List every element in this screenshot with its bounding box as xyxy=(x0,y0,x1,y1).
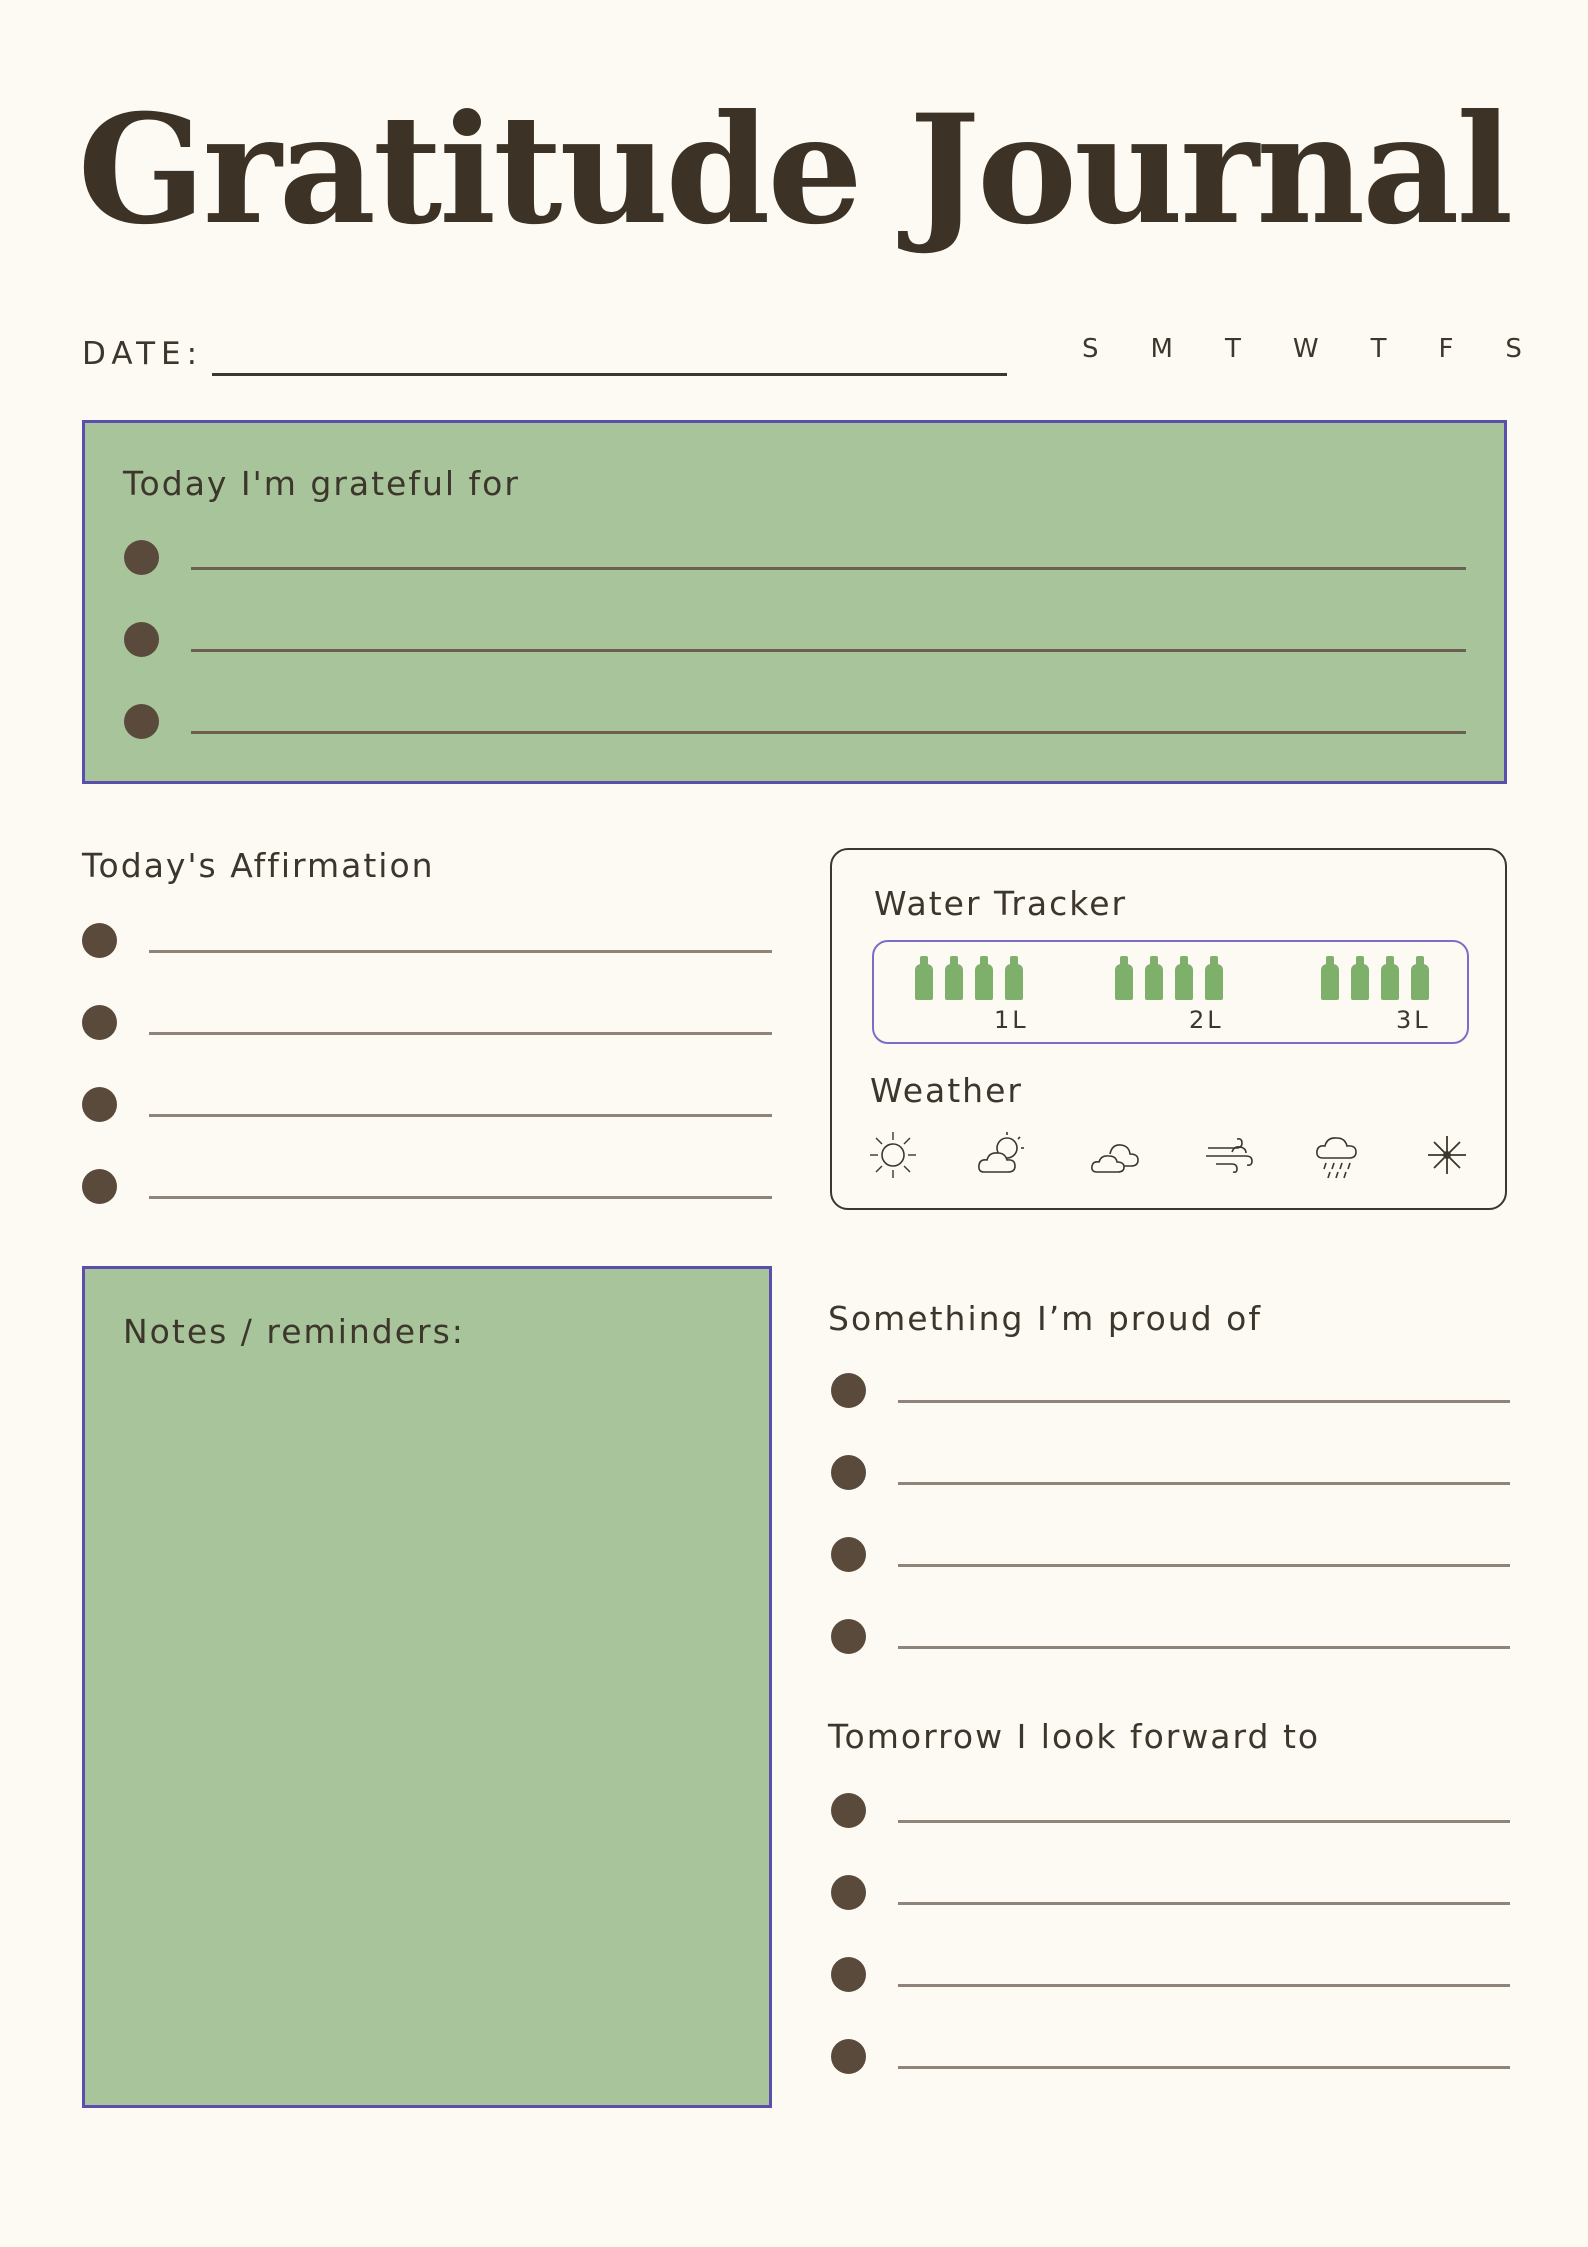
date-field[interactable] xyxy=(212,373,1007,376)
water-tracker xyxy=(872,940,1469,1044)
write-line xyxy=(191,649,1466,652)
water-bottle-icon[interactable] xyxy=(1350,956,1370,1000)
tomorrow-heading: Tomorrow I look forward to xyxy=(828,1717,1321,1756)
day-monday[interactable]: M xyxy=(1150,334,1173,364)
proud-item[interactable] xyxy=(831,1537,1510,1572)
bullet-dot xyxy=(124,540,159,575)
proud-item[interactable] xyxy=(831,1455,1510,1490)
bullet-dot xyxy=(82,923,117,958)
water-bottle-icon[interactable] xyxy=(1204,956,1224,1000)
weather-heading: Weather xyxy=(870,1071,1023,1110)
affirmation-item[interactable] xyxy=(82,1087,772,1122)
day-wednesday[interactable]: W xyxy=(1292,334,1319,364)
grateful-item[interactable] xyxy=(124,540,1466,575)
bullet-dot xyxy=(82,1005,117,1040)
day-thursday[interactable]: T xyxy=(1370,334,1387,364)
bullet-dot xyxy=(831,1957,866,1992)
write-line xyxy=(898,1482,1510,1485)
write-line xyxy=(149,1196,772,1199)
water-bottle-icon[interactable] xyxy=(1114,956,1134,1000)
grateful-item[interactable] xyxy=(124,622,1466,657)
water-bottle-icon[interactable] xyxy=(1004,956,1024,1000)
affirmation-item[interactable] xyxy=(82,923,772,958)
bullet-dot xyxy=(831,1455,866,1490)
write-line xyxy=(898,1902,1510,1905)
water-bottle-icon[interactable] xyxy=(1410,956,1430,1000)
affirmation-item[interactable] xyxy=(82,1169,772,1204)
day-sunday[interactable]: S xyxy=(1082,334,1099,364)
tomorrow-item[interactable] xyxy=(831,1957,1510,1992)
bullet-dot xyxy=(831,1537,866,1572)
write-line xyxy=(149,1032,772,1035)
water-bottle-icon[interactable] xyxy=(944,956,964,1000)
grateful-heading: Today I'm grateful for xyxy=(123,464,520,503)
write-line xyxy=(191,567,1466,570)
bullet-dot xyxy=(831,1875,866,1910)
water-bottle-icon[interactable] xyxy=(1320,956,1340,1000)
day-saturday[interactable]: S xyxy=(1505,334,1522,364)
cloudy-icon[interactable] xyxy=(1088,1128,1142,1182)
write-line xyxy=(898,1564,1510,1567)
page-title: Gratitude Journal xyxy=(77,82,1511,258)
proud-item[interactable] xyxy=(831,1373,1510,1408)
windy-icon[interactable] xyxy=(1202,1128,1256,1182)
water-bottle-icon[interactable] xyxy=(974,956,994,1000)
sun-icon[interactable] xyxy=(866,1128,920,1182)
bullet-dot xyxy=(831,1373,866,1408)
write-line xyxy=(898,2066,1510,2069)
notes-heading: Notes / reminders: xyxy=(123,1312,465,1351)
water-bottle-icon[interactable] xyxy=(1174,956,1194,1000)
day-tuesday[interactable]: T xyxy=(1224,334,1241,364)
write-line xyxy=(149,950,772,953)
write-line xyxy=(191,731,1466,734)
proud-heading: Something I’m proud of xyxy=(828,1299,1262,1338)
date-label: DATE: xyxy=(82,336,204,372)
bullet-dot xyxy=(831,1793,866,1828)
day-friday[interactable]: F xyxy=(1438,334,1454,364)
bullet-dot xyxy=(831,1619,866,1654)
tomorrow-item[interactable] xyxy=(831,1875,1510,1910)
write-line xyxy=(898,1984,1510,1987)
tomorrow-item[interactable] xyxy=(831,2039,1510,2074)
affirmation-heading: Today's Affirmation xyxy=(82,846,435,885)
water-bottle-icon[interactable] xyxy=(914,956,934,1000)
write-line xyxy=(898,1400,1510,1403)
rain-icon[interactable] xyxy=(1312,1128,1366,1182)
notes-section[interactable] xyxy=(82,1266,772,2108)
write-line xyxy=(149,1114,772,1117)
write-line xyxy=(898,1820,1510,1823)
proud-item[interactable] xyxy=(831,1619,1510,1654)
bullet-dot xyxy=(82,1169,117,1204)
partly-cloudy-icon[interactable] xyxy=(974,1128,1028,1182)
bullet-dot xyxy=(831,2039,866,2074)
bullet-dot xyxy=(124,704,159,739)
write-line xyxy=(898,1646,1510,1649)
liter-label-3: 3L xyxy=(1396,1006,1431,1034)
weekday-selector xyxy=(1082,334,1522,364)
water-bottle-icon[interactable] xyxy=(1380,956,1400,1000)
tomorrow-item[interactable] xyxy=(831,1793,1510,1828)
liter-label-1: 1L xyxy=(994,1006,1029,1034)
bullet-dot xyxy=(124,622,159,657)
bullet-dot xyxy=(82,1087,117,1122)
water-bottle-icon[interactable] xyxy=(1144,956,1164,1000)
water-tracker-heading: Water Tracker xyxy=(874,884,1128,923)
affirmation-item[interactable] xyxy=(82,1005,772,1040)
grateful-item[interactable] xyxy=(124,704,1466,739)
snowflake-icon[interactable] xyxy=(1420,1128,1474,1182)
liter-label-2: 2L xyxy=(1189,1006,1224,1034)
